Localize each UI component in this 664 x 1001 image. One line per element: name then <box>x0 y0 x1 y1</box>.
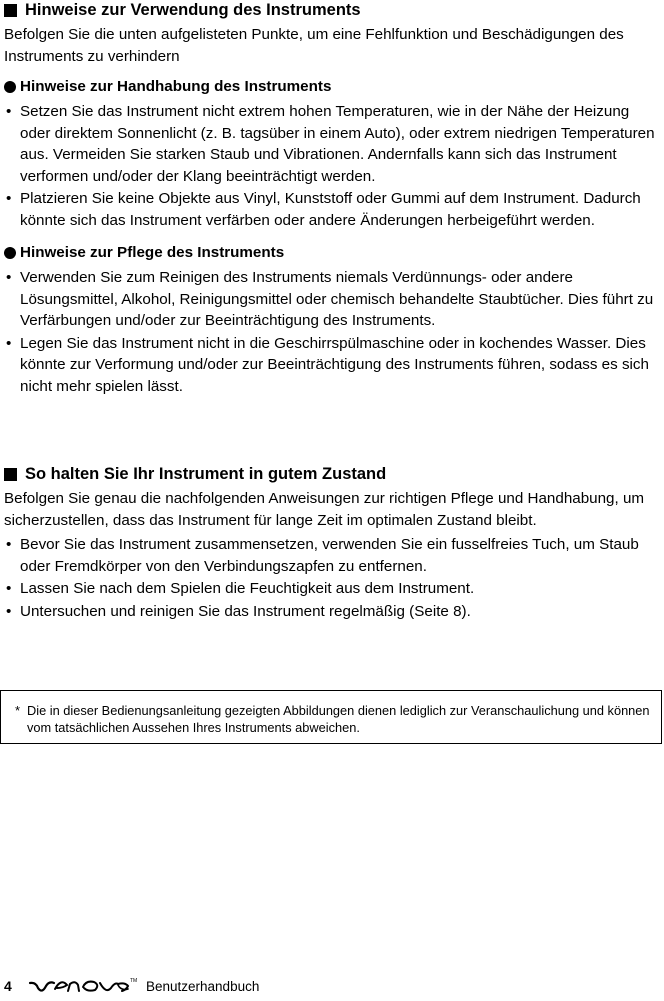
handling-list <box>4 101 660 231</box>
section-title: Hinweise zur Verwendung des Instruments <box>25 1 361 19</box>
list-item: • Verwenden Sie zum Reinigen des Instruments niemals Verdünnungs- oder andere Lösungsmittel, Alkohol, Reinigungsmittel oder chemisch behandelte Staubtücher. Dies führt zu Verfärbungen und/oder zur Beeinträchtigung des Instruments. <box>4 267 660 332</box>
list-item: • Legen Sie das Instrument nicht in die Geschirrspülmaschine oder in kochendes Wasser. Dies könnte zur Verformung und/oder zur Beeinträchtigung des Instruments führen, sodass es sich nicht mehr spielen lässt. <box>4 333 660 398</box>
section-intro: Befolgen Sie die unten aufgelisteten Punkte, um eine Fehlfunktion und Beschädigungen des Instruments zu verhindern <box>4 26 624 65</box>
page-number: 4 <box>4 978 12 994</box>
section-heading <box>4 464 660 484</box>
footer-label: Benutzerhandbuch <box>146 979 260 994</box>
section-intro: Befolgen Sie genau die nachfolgenden Anweisungen zur richtigen Pflege und Handhabung, um sicherzustellen, dass das Instrument für lange Zeit im optimalen Zustand bleibt. <box>4 490 645 529</box>
subsection-title: Hinweise zur Pflege des Instruments <box>20 244 285 261</box>
illustration-note-box <box>0 690 662 744</box>
square-bullet-icon <box>4 4 17 17</box>
square-bullet-icon <box>4 468 17 481</box>
care-list <box>4 267 660 397</box>
section-heading <box>4 0 660 20</box>
maintenance-list <box>4 534 660 622</box>
subsection-heading-care <box>4 243 660 263</box>
circle-bullet-icon <box>4 81 16 93</box>
list-item: • Setzen Sie das Instrument nicht extrem hohen Temperaturen, wie in der Nähe der Heizung oder direktem Sonnenlicht (z. B. tagsüber in einem Auto), oder extrem niedrigen Temperaturen aus. Vermeiden Sie starken Staub und Vibrationen. Andernfalls kann sich das Instrument verformen und/oder der Klang beeinträchtigt werden. <box>4 101 660 187</box>
circle-bullet-icon <box>4 247 16 259</box>
list-item: • Lassen Sie nach dem Spielen die Feuchtigkeit aus dem Instrument. <box>4 578 660 600</box>
svg-text:TM: TM <box>130 978 138 984</box>
section-usage-notes <box>4 0 660 397</box>
subsection-heading-handling <box>4 77 660 97</box>
page-footer <box>4 976 404 998</box>
list-item: • Platzieren Sie keine Objekte aus Vinyl, Kunststoff oder Gummi auf dem Instrument. Dadurch könnte sich das Instrument verfärben oder andere Änderungen herbeigeführt werden. <box>4 188 660 231</box>
venova-logo-icon <box>28 976 138 1001</box>
list-item: • Untersuchen und reinigen Sie das Instrument regelmäßig (Seite 8). <box>4 601 660 623</box>
note-text: Die in dieser Bedienungsanleitung gezeigten Abbildungen dienen lediglich zur Veranschaulichung und können vom tatsächlichen Aussehen Ihres Instruments abweichen. <box>27 703 650 735</box>
section-title: So halten Sie Ihr Instrument in gutem Zustand <box>25 465 387 483</box>
section-maintenance <box>4 464 660 622</box>
subsection-title: Hinweise zur Handhabung des Instruments <box>20 78 332 95</box>
list-item: • Bevor Sie das Instrument zusammensetzen, verwenden Sie ein fusselfreies Tuch, um Staub oder Fremdkörper von den Verbindungszapfen zu entfernen. <box>4 534 660 577</box>
note-marker: * <box>15 703 21 718</box>
